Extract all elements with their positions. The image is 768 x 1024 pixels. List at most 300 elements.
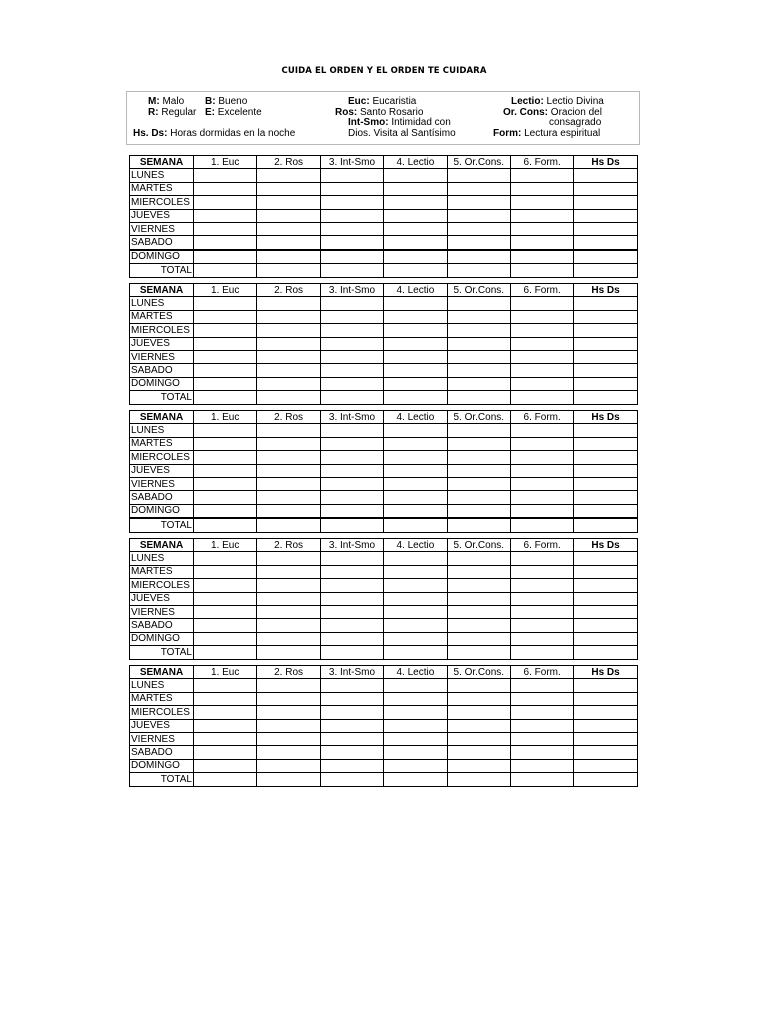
entry-cell[interactable] — [257, 565, 320, 578]
entry-cell[interactable] — [384, 337, 447, 350]
entry-cell[interactable] — [194, 732, 257, 745]
entry-cell[interactable] — [574, 182, 637, 195]
total-cell[interactable] — [574, 518, 637, 532]
entry-cell[interactable] — [447, 250, 510, 264]
total-cell[interactable] — [510, 773, 573, 786]
entry-cell[interactable] — [574, 424, 637, 437]
entry-cell[interactable] — [194, 324, 257, 337]
entry-cell[interactable] — [384, 324, 447, 337]
entry-cell[interactable] — [194, 759, 257, 772]
entry-cell[interactable] — [384, 732, 447, 745]
entry-cell[interactable] — [384, 350, 447, 363]
entry-cell[interactable] — [384, 236, 447, 250]
entry-cell[interactable] — [384, 605, 447, 618]
entry-cell[interactable] — [320, 437, 383, 450]
table-row — [130, 592, 638, 605]
entry-cell[interactable] — [574, 552, 637, 565]
entry-cell[interactable] — [194, 491, 257, 504]
entry-cell[interactable] — [574, 619, 637, 632]
entry-cell[interactable] — [574, 679, 637, 692]
entry-cell[interactable] — [257, 236, 320, 250]
entry-cell[interactable] — [447, 236, 510, 250]
entry-cell[interactable] — [320, 605, 383, 618]
entry-cell[interactable] — [320, 579, 383, 592]
entry-cell[interactable] — [320, 552, 383, 565]
total-cell[interactable] — [320, 646, 383, 659]
entry-cell[interactable] — [384, 222, 447, 235]
entry-cell[interactable] — [257, 424, 320, 437]
entry-cell[interactable] — [447, 324, 510, 337]
entry-cell[interactable] — [447, 692, 510, 705]
total-cell[interactable] — [320, 391, 383, 404]
entry-cell[interactable] — [194, 552, 257, 565]
entry-cell[interactable] — [510, 222, 573, 235]
table-row — [130, 209, 638, 222]
entry-cell[interactable] — [320, 592, 383, 605]
entry-cell[interactable] — [320, 424, 383, 437]
entry-cell[interactable] — [510, 619, 573, 632]
entry-cell[interactable] — [194, 692, 257, 705]
entry-cell[interactable] — [384, 424, 447, 437]
entry-cell[interactable] — [194, 619, 257, 632]
entry-cell[interactable] — [447, 491, 510, 504]
entry-cell[interactable] — [447, 732, 510, 745]
entry-cell[interactable] — [447, 169, 510, 182]
entry-cell[interactable] — [384, 746, 447, 759]
entry-cell[interactable] — [447, 477, 510, 490]
entry-cell[interactable] — [447, 619, 510, 632]
total-cell[interactable] — [194, 773, 257, 786]
entry-cell[interactable] — [320, 464, 383, 477]
entry-cell[interactable] — [320, 706, 383, 719]
entry-cell[interactable] — [510, 324, 573, 337]
column-header: 5. Or.Cons. — [447, 539, 510, 552]
entry-cell[interactable] — [384, 169, 447, 182]
day-label: LUNES — [130, 679, 194, 692]
total-cell[interactable] — [574, 391, 637, 404]
entry-cell[interactable] — [510, 236, 573, 250]
entry-cell[interactable] — [257, 364, 320, 377]
entry-cell[interactable] — [447, 424, 510, 437]
day-label: MIERCOLES — [130, 196, 194, 209]
entry-cell[interactable] — [574, 196, 637, 209]
entry-cell[interactable] — [447, 679, 510, 692]
total-cell[interactable] — [384, 773, 447, 786]
entry-cell[interactable] — [320, 565, 383, 578]
entry-cell[interactable] — [194, 310, 257, 323]
entry-cell[interactable] — [384, 451, 447, 464]
entry-cell[interactable] — [574, 222, 637, 235]
entry-cell[interactable] — [320, 222, 383, 235]
entry-cell[interactable] — [510, 552, 573, 565]
entry-cell[interactable] — [257, 250, 320, 264]
entry-cell[interactable] — [510, 732, 573, 745]
total-cell[interactable] — [194, 264, 257, 277]
entry-cell[interactable] — [384, 565, 447, 578]
entry-cell[interactable] — [447, 552, 510, 565]
entry-cell[interactable] — [384, 182, 447, 195]
total-cell[interactable] — [574, 264, 637, 277]
entry-cell[interactable] — [384, 297, 447, 310]
entry-cell[interactable] — [574, 437, 637, 450]
entry-cell[interactable] — [194, 196, 257, 209]
entry-cell[interactable] — [194, 209, 257, 222]
entry-cell[interactable] — [257, 552, 320, 565]
entry-cell[interactable] — [320, 337, 383, 350]
entry-cell[interactable] — [194, 169, 257, 182]
entry-cell[interactable] — [257, 592, 320, 605]
entry-cell[interactable] — [510, 182, 573, 195]
entry-cell[interactable] — [574, 732, 637, 745]
entry-cell[interactable] — [194, 297, 257, 310]
entry-cell[interactable] — [510, 377, 573, 390]
entry-cell[interactable] — [320, 182, 383, 195]
entry-cell[interactable] — [384, 579, 447, 592]
entry-cell[interactable] — [574, 477, 637, 490]
entry-cell[interactable] — [194, 250, 257, 264]
day-label: SABADO — [130, 364, 194, 377]
entry-cell[interactable] — [574, 504, 637, 518]
entry-cell[interactable] — [257, 310, 320, 323]
entry-cell[interactable] — [574, 632, 637, 645]
entry-cell[interactable] — [510, 350, 573, 363]
entry-cell[interactable] — [384, 196, 447, 209]
entry-cell[interactable] — [194, 350, 257, 363]
entry-cell[interactable] — [257, 324, 320, 337]
entry-cell[interactable] — [194, 579, 257, 592]
entry-cell[interactable] — [510, 209, 573, 222]
entry-cell[interactable] — [574, 236, 637, 250]
entry-cell[interactable] — [510, 196, 573, 209]
entry-cell[interactable] — [257, 297, 320, 310]
entry-cell[interactable] — [384, 759, 447, 772]
entry-cell[interactable] — [194, 364, 257, 377]
entry-cell[interactable] — [384, 477, 447, 490]
entry-cell[interactable] — [510, 605, 573, 618]
entry-cell[interactable] — [320, 632, 383, 645]
entry-cell[interactable] — [510, 297, 573, 310]
entry-cell[interactable] — [384, 250, 447, 264]
entry-cell[interactable] — [384, 592, 447, 605]
entry-cell[interactable] — [510, 424, 573, 437]
entry-cell[interactable] — [447, 377, 510, 390]
entry-cell[interactable] — [257, 706, 320, 719]
table-row — [130, 632, 638, 645]
entry-cell[interactable] — [194, 424, 257, 437]
entry-cell[interactable] — [257, 746, 320, 759]
entry-cell[interactable] — [257, 605, 320, 618]
entry-cell[interactable] — [257, 182, 320, 195]
entry-cell[interactable] — [447, 504, 510, 518]
column-header: SEMANA — [130, 666, 194, 679]
entry-cell[interactable] — [574, 605, 637, 618]
entry-cell[interactable] — [194, 719, 257, 732]
entry-cell[interactable] — [257, 196, 320, 209]
entry-cell[interactable] — [194, 605, 257, 618]
entry-cell[interactable] — [510, 310, 573, 323]
entry-cell[interactable] — [510, 746, 573, 759]
entry-cell[interactable] — [574, 377, 637, 390]
entry-cell[interactable] — [320, 324, 383, 337]
entry-cell[interactable] — [447, 759, 510, 772]
entry-cell[interactable] — [384, 552, 447, 565]
entry-cell[interactable] — [447, 565, 510, 578]
entry-cell[interactable] — [194, 504, 257, 518]
entry-cell[interactable] — [510, 692, 573, 705]
entry-cell[interactable] — [320, 236, 383, 250]
total-cell[interactable] — [447, 391, 510, 404]
entry-cell[interactable] — [574, 692, 637, 705]
total-cell[interactable] — [384, 518, 447, 532]
entry-cell[interactable] — [447, 605, 510, 618]
total-cell[interactable] — [194, 518, 257, 532]
entry-cell[interactable] — [257, 451, 320, 464]
entry-cell[interactable] — [194, 632, 257, 645]
entry-cell[interactable] — [320, 692, 383, 705]
total-cell[interactable] — [447, 518, 510, 532]
entry-cell[interactable] — [510, 250, 573, 264]
total-cell[interactable] — [510, 391, 573, 404]
entry-cell[interactable] — [574, 565, 637, 578]
entry-cell[interactable] — [320, 619, 383, 632]
entry-cell[interactable] — [320, 679, 383, 692]
entry-cell[interactable] — [257, 719, 320, 732]
entry-cell[interactable] — [574, 350, 637, 363]
entry-cell[interactable] — [320, 377, 383, 390]
entry-cell[interactable] — [510, 679, 573, 692]
entry-cell[interactable] — [574, 719, 637, 732]
entry-cell[interactable] — [320, 477, 383, 490]
entry-cell[interactable] — [574, 464, 637, 477]
week-table — [129, 283, 638, 405]
total-cell[interactable] — [257, 646, 320, 659]
entry-cell[interactable] — [194, 377, 257, 390]
entry-cell[interactable] — [320, 196, 383, 209]
entry-cell[interactable] — [194, 706, 257, 719]
total-cell[interactable] — [194, 391, 257, 404]
entry-cell[interactable] — [510, 719, 573, 732]
entry-cell[interactable] — [447, 464, 510, 477]
entry-cell[interactable] — [257, 579, 320, 592]
entry-cell[interactable] — [384, 632, 447, 645]
entry-cell[interactable] — [384, 464, 447, 477]
entry-cell[interactable] — [447, 579, 510, 592]
total-cell[interactable] — [257, 391, 320, 404]
entry-cell[interactable] — [510, 169, 573, 182]
entry-cell[interactable] — [194, 451, 257, 464]
entry-cell[interactable] — [447, 337, 510, 350]
entry-cell[interactable] — [320, 759, 383, 772]
entry-cell[interactable] — [257, 504, 320, 518]
entry-cell[interactable] — [510, 451, 573, 464]
entry-cell[interactable] — [447, 196, 510, 209]
entry-cell[interactable] — [257, 477, 320, 490]
total-cell[interactable] — [257, 264, 320, 277]
entry-cell[interactable] — [447, 437, 510, 450]
entry-cell[interactable] — [574, 364, 637, 377]
day-label: JUEVES — [130, 209, 194, 222]
entry-cell[interactable] — [574, 297, 637, 310]
entry-cell[interactable] — [194, 182, 257, 195]
entry-cell[interactable] — [320, 169, 383, 182]
total-cell[interactable] — [384, 391, 447, 404]
entry-cell[interactable] — [320, 504, 383, 518]
entry-cell[interactable] — [320, 209, 383, 222]
entry-cell[interactable] — [510, 477, 573, 490]
entry-cell[interactable] — [447, 592, 510, 605]
entry-cell[interactable] — [194, 464, 257, 477]
day-label: MARTES — [130, 692, 194, 705]
entry-cell[interactable] — [447, 719, 510, 732]
day-label: DOMINGO — [130, 759, 194, 772]
entry-cell[interactable] — [510, 464, 573, 477]
day-label: SABADO — [130, 619, 194, 632]
entry-cell[interactable] — [257, 632, 320, 645]
entry-cell[interactable] — [384, 719, 447, 732]
entry-cell[interactable] — [447, 350, 510, 363]
total-cell[interactable] — [320, 518, 383, 532]
entry-cell[interactable] — [510, 579, 573, 592]
total-cell[interactable] — [510, 646, 573, 659]
entry-cell[interactable] — [447, 632, 510, 645]
entry-cell[interactable] — [574, 746, 637, 759]
total-cell[interactable] — [320, 264, 383, 277]
entry-cell[interactable] — [510, 504, 573, 518]
entry-cell[interactable] — [257, 350, 320, 363]
day-label: VIERNES — [130, 350, 194, 363]
total-cell[interactable] — [510, 264, 573, 277]
entry-cell[interactable] — [257, 337, 320, 350]
entry-cell[interactable] — [194, 222, 257, 235]
total-cell[interactable] — [384, 264, 447, 277]
entry-cell[interactable] — [384, 504, 447, 518]
total-cell[interactable] — [257, 518, 320, 532]
total-cell[interactable] — [320, 773, 383, 786]
entry-cell[interactable] — [320, 451, 383, 464]
entry-cell[interactable] — [510, 437, 573, 450]
entry-cell[interactable] — [257, 679, 320, 692]
entry-cell[interactable] — [194, 437, 257, 450]
entry-cell[interactable] — [447, 222, 510, 235]
entry-cell[interactable] — [194, 236, 257, 250]
entry-cell[interactable] — [447, 182, 510, 195]
total-cell[interactable] — [257, 773, 320, 786]
entry-cell[interactable] — [257, 619, 320, 632]
entry-cell[interactable] — [320, 719, 383, 732]
entry-cell[interactable] — [384, 437, 447, 450]
entry-cell[interactable] — [194, 746, 257, 759]
entry-cell[interactable] — [447, 297, 510, 310]
entry-cell[interactable] — [574, 759, 637, 772]
entry-cell[interactable] — [320, 350, 383, 363]
table-row — [130, 437, 638, 450]
entry-cell[interactable] — [574, 337, 637, 350]
column-header: 2. Ros — [257, 666, 320, 679]
entry-cell[interactable] — [510, 337, 573, 350]
entry-cell[interactable] — [320, 250, 383, 264]
entry-cell[interactable] — [510, 632, 573, 645]
entry-cell[interactable] — [447, 746, 510, 759]
entry-cell[interactable] — [257, 732, 320, 745]
entry-cell[interactable] — [384, 692, 447, 705]
entry-cell[interactable] — [257, 169, 320, 182]
entry-cell[interactable] — [510, 592, 573, 605]
table-row — [130, 297, 638, 310]
column-header: 4. Lectio — [384, 411, 447, 424]
column-header: 3. Int-Smo — [320, 156, 383, 169]
entry-cell[interactable] — [320, 310, 383, 323]
entry-cell[interactable] — [574, 592, 637, 605]
entry-cell[interactable] — [320, 491, 383, 504]
total-cell[interactable] — [447, 773, 510, 786]
total-cell[interactable] — [194, 646, 257, 659]
entry-cell[interactable] — [447, 451, 510, 464]
entry-cell[interactable] — [384, 619, 447, 632]
entry-cell[interactable] — [384, 364, 447, 377]
entry-cell[interactable] — [574, 491, 637, 504]
entry-cell[interactable] — [320, 364, 383, 377]
entry-cell[interactable] — [257, 491, 320, 504]
total-cell[interactable] — [574, 646, 637, 659]
entry-cell[interactable] — [384, 209, 447, 222]
entry-cell[interactable] — [510, 706, 573, 719]
entry-cell[interactable] — [257, 377, 320, 390]
entry-cell[interactable] — [510, 491, 573, 504]
entry-cell[interactable] — [257, 692, 320, 705]
entry-cell[interactable] — [257, 464, 320, 477]
entry-cell[interactable] — [574, 451, 637, 464]
entry-cell[interactable] — [384, 491, 447, 504]
entry-cell[interactable] — [510, 759, 573, 772]
entry-cell[interactable] — [257, 437, 320, 450]
entry-cell[interactable] — [384, 377, 447, 390]
entry-cell[interactable] — [257, 209, 320, 222]
entry-cell[interactable] — [384, 310, 447, 323]
total-cell[interactable] — [510, 518, 573, 532]
entry-cell[interactable] — [574, 250, 637, 264]
entry-cell[interactable] — [194, 477, 257, 490]
total-cell[interactable] — [384, 646, 447, 659]
entry-cell[interactable] — [194, 565, 257, 578]
entry-cell[interactable] — [447, 706, 510, 719]
entry-cell[interactable] — [384, 706, 447, 719]
entry-cell[interactable] — [510, 364, 573, 377]
entry-cell[interactable] — [257, 222, 320, 235]
entry-cell[interactable] — [574, 579, 637, 592]
entry-cell[interactable] — [574, 706, 637, 719]
entry-cell[interactable] — [574, 310, 637, 323]
entry-cell[interactable] — [574, 324, 637, 337]
entry-cell[interactable] — [320, 297, 383, 310]
entry-cell[interactable] — [194, 337, 257, 350]
entry-cell[interactable] — [447, 209, 510, 222]
entry-cell[interactable] — [447, 310, 510, 323]
total-cell[interactable] — [574, 773, 637, 786]
entry-cell[interactable] — [320, 732, 383, 745]
entry-cell[interactable] — [320, 746, 383, 759]
entry-cell[interactable] — [574, 169, 637, 182]
total-cell[interactable] — [447, 646, 510, 659]
entry-cell[interactable] — [257, 759, 320, 772]
entry-cell[interactable] — [510, 565, 573, 578]
entry-cell[interactable] — [194, 679, 257, 692]
entry-cell[interactable] — [194, 592, 257, 605]
column-header: 1. Euc — [194, 411, 257, 424]
entry-cell[interactable] — [574, 209, 637, 222]
total-cell[interactable] — [447, 264, 510, 277]
entry-cell[interactable] — [447, 364, 510, 377]
entry-cell[interactable] — [384, 679, 447, 692]
